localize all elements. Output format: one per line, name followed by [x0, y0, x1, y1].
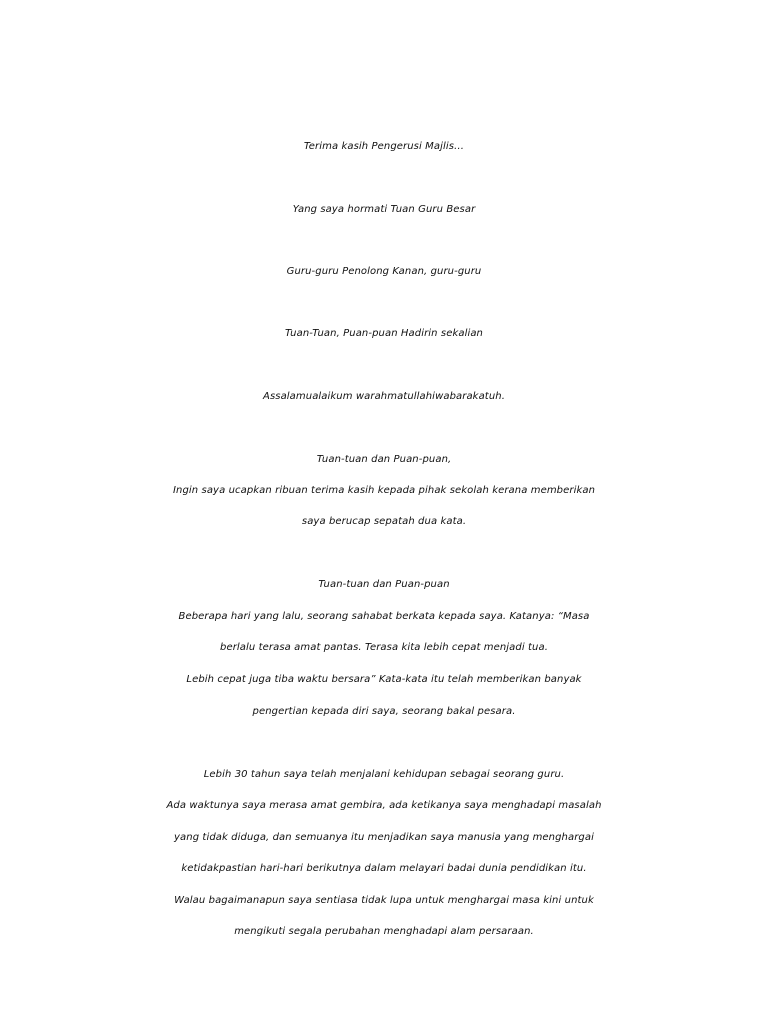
paragraph2-line: berlalu terasa amat pantas. Terasa kita lebih cepat menjadi tua.: [220, 642, 548, 653]
paragraph2-line: Lebih cepat juga tiba waktu bersara” Kata-kata itu telah memberikan banyak: [186, 674, 582, 685]
paragraph3-line: ketidakpastian hari-hari berikutnya dalam melayari badai dunia pendidikan itu.: [181, 863, 587, 874]
paragraph3-line: Walau bagaimanapun saya sentiasa tidak lupa untuk menghargai masa kini untuk: [174, 895, 594, 906]
paragraph3-line: Ada waktunya saya merasa amat gembira, ada ketikanya saya menghadapi masalah: [166, 800, 602, 811]
paragraph1-line: Ingin saya ucapkan ribuan terima kasih kepada pihak sekolah kerana memberikan: [172, 485, 596, 496]
greeting-line-teachers: Guru-guru Penolong Kanan, guru-guru: [286, 266, 482, 277]
paragraph1-line: Tuan-tuan dan Puan-puan,: [316, 454, 452, 465]
paragraph3-line: mengikuti segala perubahan menghadapi alam persaraan.: [234, 926, 534, 937]
paragraph2-line: pengertian kepada diri saya, seorang bakal pesara.: [252, 706, 516, 717]
greeting-line-chairman: Terima kasih Pengerusi Majlis…: [303, 141, 465, 152]
greeting-line-salam: Assalamualaikum warahmatullahiwabarakatuh.: [263, 391, 505, 402]
paragraph1-line: saya berucap sepatah dua kata.: [301, 516, 467, 527]
paragraph3-line: yang tidak diduga, dan semuanya itu menjadikan saya manusia yang menghargai: [174, 832, 594, 843]
paragraph3-line: Lebih 30 tahun saya telah menjalani kehidupan sebagai seorang guru.: [203, 769, 565, 780]
paragraph2-line: Tuan-tuan dan Puan-puan: [318, 579, 450, 590]
greeting-line-audience: Tuan-Tuan, Puan-puan Hadirin sekalian: [284, 328, 483, 339]
paragraph2-line: Beberapa hari yang lalu, seorang sahabat berkata kepada saya. Katanya: “Masa: [178, 611, 590, 622]
greeting-line-headmaster: Yang saya hormati Tuan Guru Besar: [292, 204, 476, 215]
